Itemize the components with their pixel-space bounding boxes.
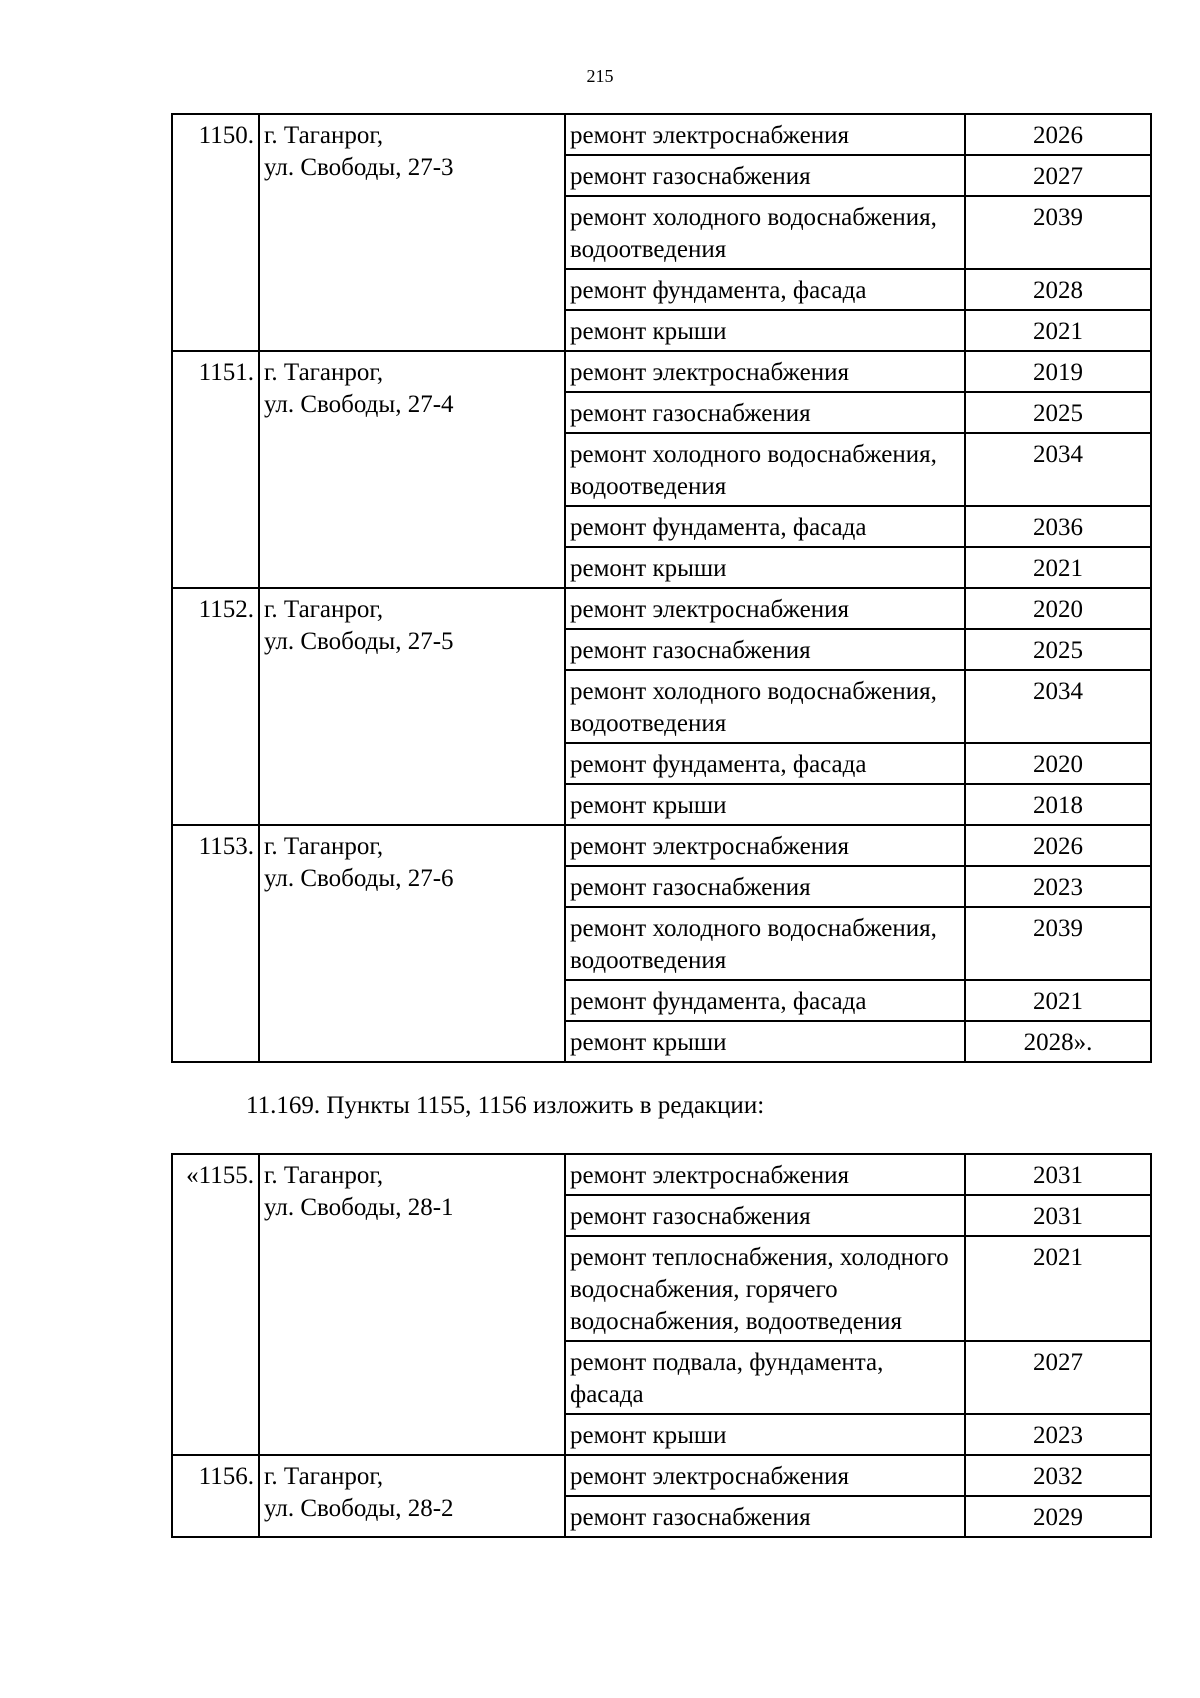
address-city: г. Таганрог, xyxy=(264,359,384,386)
work-year: 2021 xyxy=(965,980,1151,1021)
work-type: ремонт холодного водоснабжения, водоотведения xyxy=(565,433,965,506)
address-city: г. Таганрог, xyxy=(264,122,384,149)
work-year: 2039 xyxy=(965,907,1151,980)
address-city: г. Таганрог, xyxy=(264,1463,384,1490)
item-number: 1150. xyxy=(172,114,259,351)
work-type: ремонт электроснабжения xyxy=(565,1154,965,1195)
work-year: 2021 xyxy=(965,1236,1151,1341)
item-number: 1152. xyxy=(172,588,259,825)
address-city: г. Таганрог, xyxy=(264,833,384,860)
work-type: ремонт холодного водоснабжения, водоотведения xyxy=(565,196,965,269)
work-type: ремонт фундамента, фасада xyxy=(565,980,965,1021)
address-cell xyxy=(259,351,565,588)
work-year: 2031 xyxy=(965,1154,1151,1195)
work-year: 2027 xyxy=(965,155,1151,196)
address-street: ул. Свободы, 28-2 xyxy=(264,1495,454,1522)
work-year: 2034 xyxy=(965,670,1151,743)
amended-repair-schedule-table xyxy=(171,1153,1152,1538)
work-year: 2023 xyxy=(965,1414,1151,1455)
instruction-paragraph: 11.169. Пункты 1155, 1156 изложить в редакции: xyxy=(246,1092,765,1119)
work-year: 2021 xyxy=(965,310,1151,351)
work-type: ремонт газоснабжения xyxy=(565,1496,965,1537)
address-cell xyxy=(259,1455,565,1537)
work-type: ремонт газоснабжения xyxy=(565,155,965,196)
work-year: 2028». xyxy=(965,1021,1151,1062)
table-row xyxy=(172,1455,1151,1496)
work-year: 2025 xyxy=(965,392,1151,433)
work-type: ремонт крыши xyxy=(565,1021,965,1062)
item-number: 1151. xyxy=(172,351,259,588)
address-street: ул. Свободы, 27-6 xyxy=(264,865,454,892)
item-number: 1156. xyxy=(172,1455,259,1537)
work-type: ремонт фундамента, фасада xyxy=(565,269,965,310)
address-street: ул. Свободы, 27-5 xyxy=(264,628,454,655)
work-type: ремонт крыши xyxy=(565,310,965,351)
page-number: 215 xyxy=(586,66,614,86)
work-year: 2018 xyxy=(965,784,1151,825)
address-cell xyxy=(259,1154,565,1455)
work-type: ремонт фундамента, фасада xyxy=(565,743,965,784)
work-type: ремонт фундамента, фасада xyxy=(565,506,965,547)
repair-schedule-table xyxy=(171,113,1152,1063)
work-type: ремонт крыши xyxy=(565,547,965,588)
address-street: ул. Свободы, 27-3 xyxy=(264,154,454,181)
work-year: 2023 xyxy=(965,866,1151,907)
work-type: ремонт газоснабжения xyxy=(565,392,965,433)
work-year: 2026 xyxy=(965,825,1151,866)
address-street: ул. Свободы, 27-4 xyxy=(264,391,454,418)
work-type: ремонт электроснабжения xyxy=(565,114,965,155)
work-type: ремонт газоснабжения xyxy=(565,1195,965,1236)
work-year: 2031 xyxy=(965,1195,1151,1236)
work-year: 2026 xyxy=(965,114,1151,155)
work-year: 2020 xyxy=(965,588,1151,629)
table-row xyxy=(172,1154,1151,1195)
address-street: ул. Свободы, 28-1 xyxy=(264,1194,454,1221)
table-row xyxy=(172,351,1151,392)
work-type: ремонт электроснабжения xyxy=(565,1455,965,1496)
work-year: 2027 xyxy=(965,1341,1151,1414)
item-number: «1155. xyxy=(172,1154,259,1455)
work-year: 2020 xyxy=(965,743,1151,784)
work-year: 2032 xyxy=(965,1455,1151,1496)
item-number: 1153. xyxy=(172,825,259,1062)
work-year: 2019 xyxy=(965,351,1151,392)
work-year: 2021 xyxy=(965,547,1151,588)
work-type: ремонт газоснабжения xyxy=(565,866,965,907)
work-type: ремонт газоснабжения xyxy=(565,629,965,670)
work-year: 2025 xyxy=(965,629,1151,670)
table-row xyxy=(172,588,1151,629)
work-year: 2028 xyxy=(965,269,1151,310)
work-type: ремонт теплоснабжения, холодного водоснабжения, горячего водоснабжения, водоотведения xyxy=(565,1236,965,1341)
address-city: г. Таганрог, xyxy=(264,596,384,623)
work-year: 2036 xyxy=(965,506,1151,547)
work-type: ремонт крыши xyxy=(565,1414,965,1455)
work-year: 2039 xyxy=(965,196,1151,269)
work-type: ремонт подвала, фундамента, фасада xyxy=(565,1341,965,1414)
work-type: ремонт электроснабжения xyxy=(565,351,965,392)
table-row xyxy=(172,825,1151,866)
work-type: ремонт электроснабжения xyxy=(565,825,965,866)
address-cell xyxy=(259,825,565,1062)
work-type: ремонт холодного водоснабжения, водоотведения xyxy=(565,907,965,980)
table-row xyxy=(172,114,1151,155)
work-year: 2034 xyxy=(965,433,1151,506)
address-cell xyxy=(259,588,565,825)
work-type: ремонт электроснабжения xyxy=(565,588,965,629)
work-type: ремонт крыши xyxy=(565,784,965,825)
address-cell xyxy=(259,114,565,351)
address-city: г. Таганрог, xyxy=(264,1162,384,1189)
work-year: 2029 xyxy=(965,1496,1151,1537)
work-type: ремонт холодного водоснабжения, водоотведения xyxy=(565,670,965,743)
